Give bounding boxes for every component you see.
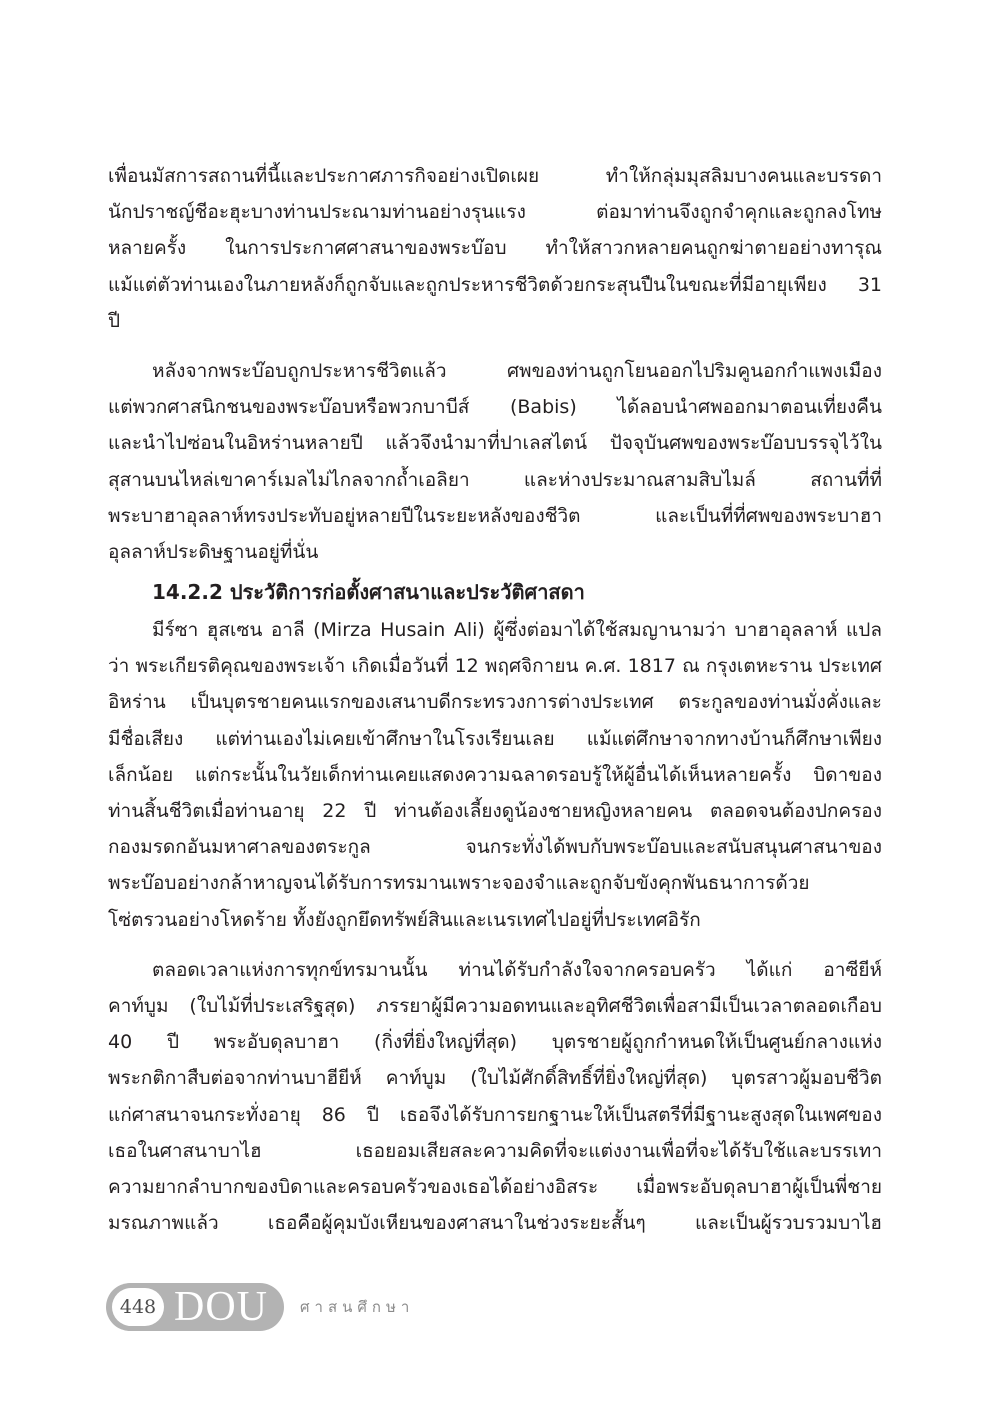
text-line: แม้แต่ตัวท่านเองในภายหลังก็ถูกจับและถูกประหารชีวิตด้วยกระสุนปืนในขณะที่มีอายุเพียง 31 (108, 273, 882, 296)
text-line: มีชื่อเสียง แต่ท่านเองไม่เคยเข้าศึกษาในโรงเรียนเลย แม้แต่ศึกษาจากทางบ้านก็ศึกษาเพียง (108, 727, 882, 750)
text-line: ท่านสิ้นชีวิตเมื่อท่านอายุ 22 ปี ท่านต้องเลี้ยงดูน้องชายหญิงหลายคน ตลอดจนต้องปกครอง (108, 800, 882, 822)
page-number: 448 (112, 1288, 164, 1326)
text-line: กองมรดกอันมหาศาลของตระกูล จนกระทั่งได้พบกับพระบ๊อบและสนับสนุนศาสนาของ (108, 836, 882, 859)
dou-logo: DOU (174, 1284, 268, 1330)
text-line: เธอในศาสนาบาไฮ เธอยอมเสียสละความคิดที่จะแต่งงานเพื่อที่จะได้รับใช้และบรรเทา (108, 1139, 882, 1162)
text-line: สุสานบนไหล่เขาคาร์เมลไม่ไกลจากถ้ำเอลิยา และห่างประมาณสามสิบไมล์ สถานที่ที่ (108, 468, 882, 491)
text-line: แต่พวกศาสนิกชนของพระบ๊อบหรือพวกบาบีส์ (Babis) ได้ลอบนำศพออกมาตอนเที่ยงคืน (108, 396, 882, 419)
text-line: 40 ปี พระอับดุลบาฮา (กิ่งที่ยิ่งใหญ่ที่สุด) บุตรชายผู้ถูกกำหนดให้เป็นศูนย์กลางแห่ง (108, 1031, 882, 1054)
text-line: พระบาฮาอุลลาห์ทรงประทับอยู่หลายปีในระยะหลังของชีวิต และเป็นที่ที่ศพของพระบาฮา (108, 504, 882, 527)
text-line: อุลลาห์ประดิษฐานอยู่ที่นั่น (108, 540, 319, 563)
footer-badge (106, 1283, 284, 1331)
text-line: คาท์บูม (ใบไม้ที่ประเสริฐสุด) ภรรยาผู้มีความอดทนและอุทิศชีวิตเพื่อสามีเป็นเวลาตลอดเกือบ (108, 994, 882, 1017)
text-line: เล็กน้อย แต่กระนั้นในวัยเด็กท่านเคยแสดงความฉลาดรอบรู้ให้ผู้อื่นได้เห็นหลายครั้ง บิดาของ (108, 763, 882, 786)
paragraph-2 (108, 353, 882, 570)
text-line: และนำไปซ่อนในอิหร่านหลายปี แล้วจึงนำมาที่ปาเลสไตน์ ปัจจุบันศพของพระบ๊อบบรรจุไว้ใน (108, 432, 882, 455)
text-line: นักปราชญ์ชีอะฮุะบางท่านประณามท่านอย่างรุนแรง ต่อมาท่านจึงถูกจำคุกและถูกลงโทษ (108, 201, 882, 224)
subject-title: ศาสนศึกษา (300, 1298, 415, 1316)
text-line: แก่ศาสนาจนกระทั่งอายุ 86 ปี เธอจึงได้รับการยกฐานะให้เป็นสตรีที่มีฐานะสูงสุดในเพศของ (108, 1103, 882, 1126)
text-line: เพื่อนมัสการสถานที่นี้และประกาศภารกิจอย่างเปิดเผย ทำให้กลุ่มมุสลิมบางคนและบรรดา (108, 165, 882, 187)
text-line: หลังจากพระบ๊อบถูกประหารชีวิตแล้ว ศพของท่านถูกโยนออกไปริมคูนอกกำแพงเมือง (152, 359, 882, 382)
text-line: มีร์ซา ฮุสเซน อาลี (Mirza Husain Ali) ผู้ซึ่งต่อมาได้ใช้สมญานามว่า บาฮาอุลลาห์ แปล (152, 619, 882, 642)
section-heading: 14.2.2 ประวัติการก่อตั้งศาสนาและประวัติศาสดา (152, 580, 585, 605)
text-line: หลายครั้ง ในการประกาศศาสนาของพระบ๊อบ ทำให้สาวกหลายคนถูกฆ่าตายอย่างทารุณ (108, 237, 882, 260)
text-line: อิหร่าน เป็นบุตรชายคนแรกของเสนาบดีกระทรวงการต่างประเทศ ตระกูลของท่านมั่งคั่งและ (108, 691, 882, 714)
text-line: ตลอดเวลาแห่งการทุกข์ทรมานนั้น ท่านได้รับกำลังใจจากครอบครัว ได้แก่ อาซียีห์ (152, 958, 882, 981)
paragraph-1 (108, 158, 882, 339)
text-line: พระบ๊อบอย่างกล้าหาญจนได้รับการทรมานเพราะจองจำและถูกจับขังคุกพันธนาการด้วย (108, 872, 810, 895)
paragraph-3 (108, 612, 882, 938)
page-footer (106, 1283, 506, 1333)
paragraph-4 (108, 952, 882, 1242)
text-line: โซ่ตรวนอย่างโหดร้าย ทั้งยังถูกยึดทรัพย์สินและเนรเทศไปอยู่ที่ประเทศอิรัก (108, 908, 701, 931)
text-line: ปี (108, 309, 121, 332)
text-line: มรณภาพแล้ว เธอคือผู้คุมบังเหียนของศาสนาในช่วงระยะสั้นๆ และเป็นผู้รวบรวมบาไฮ (108, 1212, 882, 1235)
page-body (108, 158, 882, 1241)
text-line: พระกติกาสืบต่อจากท่านบาฮียีห์ คาท์บูม (ใบไม้ศักดิ์สิทธิ์ที่ยิ่งใหญ่ที่สุด) บุตรสาวผู้มอบชีวิต (108, 1067, 882, 1090)
text-line: ว่า พระเกียรติคุณของพระเจ้า เกิดเมื่อวันที่ 12 พฤศจิกายน ค.ศ. 1817 ณ กรุงเตหะราน ประเทศ (108, 655, 882, 678)
text-line: ความยากลำบากของบิดาและครอบครัวของเธอได้อย่างอิสระ เมื่อพระอับดุลบาฮาผู้เป็นพี่ชาย (108, 1175, 882, 1198)
